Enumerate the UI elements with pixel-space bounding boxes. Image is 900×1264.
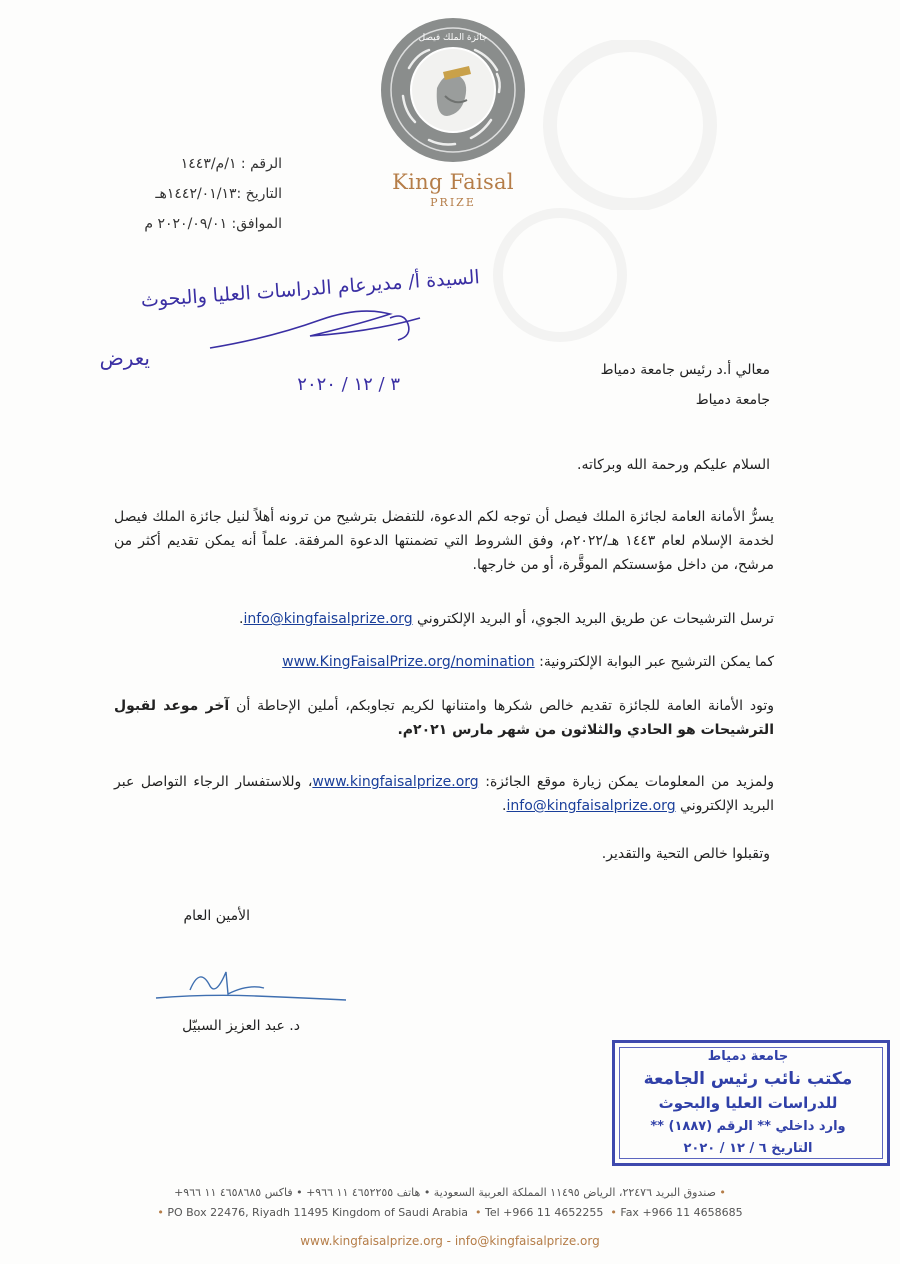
paragraph-invitation: يسرُّ الأمانة العامة لجائزة الملك فيصل أن توجه لكم الدعوة، للتفضل بترشيح من ترونه أهلاً لنيل جائزة الملك فيصل لخدمة الإسلام لعام ١٤٤٣ هـ/٢٠٢٢م، وفق الشروط التي تضمنتها الدعوة المرفقة. علماً أنه يمكن تقديم أكثر من مرشح، من داخل مؤسستكم الموقَّرة، أو من خارجها. xyxy=(114,509,774,573)
recipient-institution: جامعة دمياط xyxy=(695,392,770,408)
reference-number: الرقم : ١/م/١٤٤٣ xyxy=(180,156,282,172)
footer-contact xyxy=(0,1234,900,1248)
logo-subtitle: PRIZE xyxy=(430,196,476,209)
inquiry-email-link[interactable]: info@kingfaisalprize.org xyxy=(506,798,676,814)
king-faisal-prize-logo xyxy=(368,16,538,209)
handwritten-date: ٣ / ١٢ / ٢٠٢٠ xyxy=(297,374,400,395)
footer-address-english xyxy=(0,1206,900,1219)
gregorian-date: الموافق: ٢٠٢٠/٠٩/٠١ م xyxy=(144,216,282,232)
watermark-emblem-icon xyxy=(490,200,630,350)
handwritten-signature-scribble xyxy=(200,296,440,366)
submission-text: ترسل الترشيحات عن طريق البريد الجوي، أو البريد الإلكتروني xyxy=(417,611,774,627)
signatory-name: د. عبد العزيز السبيّل xyxy=(182,1018,300,1034)
more-info-text: ولمزيد من المعلومات يمكن زيارة موقع الجائزة: xyxy=(485,774,775,790)
email-link[interactable]: info@kingfaisalprize.org xyxy=(243,611,413,627)
footer-website-link[interactable]: www.kingfaisalprize.org xyxy=(300,1234,443,1248)
handwritten-note: السيدة أ/ مديرعام الدراسات العليا والبحوث xyxy=(140,266,481,312)
footer-fax: Fax +966 11 4658685 xyxy=(620,1206,743,1219)
footer-bullet-icon: • xyxy=(475,1206,482,1219)
deadline-text: وتود الأمانة العامة للجائزة تقديم خالص شكرها وامتنانها لكريم تجاوبكم، أملين الإحاطة أن xyxy=(236,698,774,714)
signature-title: الأمين العام xyxy=(183,908,250,924)
website-link[interactable]: www.kingfaisalprize.org xyxy=(312,774,479,790)
footer-bullet-icon: • xyxy=(157,1206,164,1219)
stamp-university: جامعة دمياط xyxy=(707,1049,789,1064)
paragraph-submission: ترسل الترشيحات عن طريق البريد الجوي، أو البريد الإلكتروني info@kingfaisalprize.org. xyxy=(239,611,774,627)
paragraph-more-info: ولمزيد من المعلومات يمكن زيارة موقع الجائزة: www.kingfaisalprize.org، وللاستفسار الرجاء التواصل عبر البريد الإلكتروني info@kingfaisalprize.org. xyxy=(114,774,775,814)
footer-separator: - xyxy=(446,1234,451,1248)
footer-address-arabic xyxy=(0,1186,900,1199)
recipient-title: معالي أ.د رئيس جامعة دمياط xyxy=(600,362,770,378)
footer-tel: Tel +966 11 4652255 xyxy=(485,1206,604,1219)
portal-text: كما يمكن الترشيح عبر البوابة الإلكترونية: xyxy=(539,654,774,670)
handwritten-word: يعرض xyxy=(99,346,150,370)
footer-bullet-icon: • xyxy=(610,1206,617,1219)
stamp-incoming-number: ** وارد داخلي ** الرقم (١٨٨٧) xyxy=(650,1119,846,1134)
stamp-office: مكتب نائب رئيس الجامعة xyxy=(643,1069,853,1089)
footer-po-box: PO Box 22476, Riyadh 11495 Kingdom of Saudi Arabia xyxy=(167,1206,468,1219)
nomination-portal-link[interactable]: www.KingFaisalPrize.org/nomination xyxy=(282,654,535,670)
paragraph-deadline xyxy=(114,694,774,742)
prize-emblem-icon xyxy=(379,16,527,164)
stamp-department: للدراسات العليا والبحوث xyxy=(658,1094,838,1112)
hijri-date: التاريخ :١٤٤٢/٠١/١٣هـ xyxy=(155,186,282,202)
footer-arabic-text: صندوق البريد ٢٢٤٧٦، الرياض ١١٤٩٥ المملكة العربية السعودية • هاتف ٤٦٥٢٢٥٥ ١١ ٩٦٦+ • فاكس ٤٦٥٨٦٨٥ ١١ ٩٦٦+ xyxy=(174,1186,716,1199)
footer-bullet-icon: • xyxy=(719,1186,726,1199)
stamp-date: التاريخ ٦ / ١٢ / ٢٠٢٠ xyxy=(683,1141,813,1156)
logo-title: King Faisal xyxy=(392,170,514,194)
received-stamp xyxy=(612,1040,890,1166)
secretary-signature xyxy=(150,960,350,1010)
inquiry-text: وللاستفسار الرجاء التواصل عبر البريد الإلكتروني xyxy=(114,774,774,814)
footer-email-link[interactable]: info@kingfaisalprize.org xyxy=(454,1234,600,1248)
greeting: السلام عليكم ورحمة الله وبركاته. xyxy=(577,457,770,473)
closing: وتقبلوا خالص التحية والتقدير. xyxy=(601,846,770,862)
watermark-emblem-icon xyxy=(520,40,740,210)
deadline-bold: آخر موعد لقبول الترشيحات هو الحادي والثلاثون من شهر مارس ٢٠٢١م. xyxy=(114,698,774,738)
emblem-text: جائزة الملك فيصل xyxy=(418,33,488,43)
paragraph-portal xyxy=(114,650,774,674)
